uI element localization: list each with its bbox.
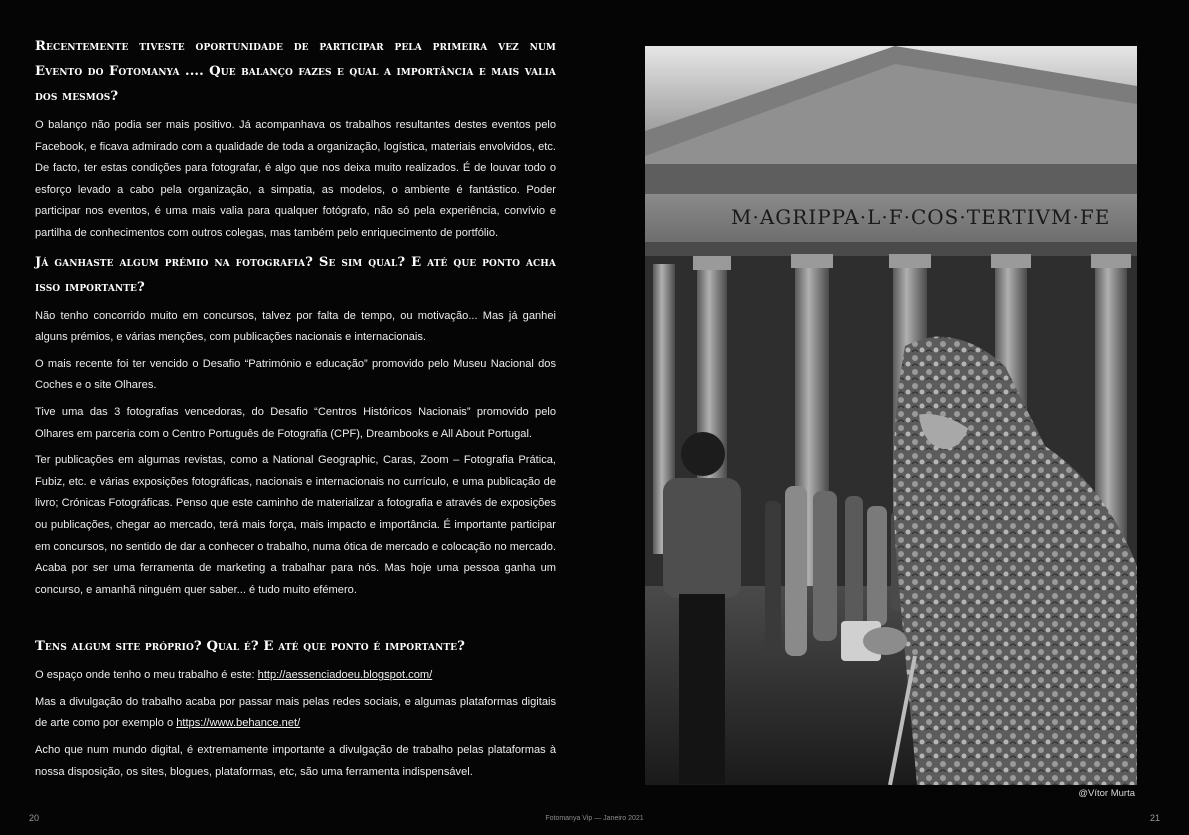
answer-text: Mas a divulgação do trabalho acaba por passar mais pelas redes sociais, e algumas plataformas digitais de arte como por exemplo o — [35, 695, 556, 730]
answer-paragraph: Ter publicações em algumas revistas, como a National Geographic, Caras, Zoom – Fotografia Prática, Fubiz, etc. e várias exposições fotográficas, nacionais e internacionais no currículo, e uma publicação de livro; Crónicas Fotográficas. Penso que este caminho de materializar a fotografia e através de exposições ou publicações, chegar ao mercado, terá mais força, mais impacto e importância. É importante participar em concursos, no sentido de dar a conhecer o trabalho, numa ótica de mercado e colocação no mercado. Acaba por ser uma ferramenta de marketing a trabalhar para nós. Mas hoje uma pessoa ganha um concurso, e amanhã ninguém quer saber... é tudo muito efémero. — [35, 454, 556, 596]
pantheon-photo-illustration — [645, 46, 1137, 785]
answer-paragraph: O mais recente foi ter vencido o Desafio “Património e educação” promovido pelo Museu Nacional dos Coches e o site Olhares. — [35, 357, 556, 392]
latin-inscription: M·AGRIPPA·L·F·COS·TERTIVM·FE — [731, 205, 1111, 229]
answer-paragraph — [35, 665, 556, 687]
answer-paragraph: O balanço não podia ser mais positivo. Já acompanhava os trabalhos resultantes destes eventos pelo Facebook, e ficava admirado com a qualidade de toda a organização, logística, materiais envolvidos, etc. De facto, ter estas condições para fotografar, é algo que nos deixa muito realizados. É de louvar todo o esforço levado a cabo pela organização, a simpatia, as modelos, o ambiente é fantástico. Poder participar nos eventos, é uma mais valia para qualquer fotógrafo, não só pela experiência, convívio e partilha de conhecimentos com outros colegas, mas também pelo enriquecimento de portfólio. — [35, 119, 556, 239]
question-personal-site: Tens algum site próprio? Qual é? E até que ponto é importante? — [35, 639, 465, 655]
answer-text: O espaço onde tenho o meu trabalho é este: — [35, 669, 258, 682]
answer-paragraph: Tive uma das 3 fotografias vencedoras, do Desafio “Centros Históricos Nacionais” promovido pelo Olhares em parceria com o Centro Português de Fotografia (CPF), Dreambooks e All About Portugal. — [35, 405, 556, 440]
question-fotomanya-event: Recentemente tiveste oportunidade de participar pela primeira vez num Evento do Fotomanya .... Que balanço fazes e qual a importância e mais valia dos mesmos? — [35, 39, 556, 104]
page-number-left: 20 — [29, 813, 40, 823]
answer-paragraph: Acho que num mundo digital, é extremamente importante a divulgação de trabalho pelas plataformas à nossa disposição, os sites, blogues, plataformas, etc, são uma ferramenta indispensável. — [35, 744, 556, 778]
photo-credit: @Vítor Murta — [1078, 788, 1135, 799]
article-text-column — [35, 34, 556, 788]
magazine-footer: Fotomanya Vip — Janeiro 2021 — [545, 815, 644, 822]
pantheon-photo — [645, 46, 1137, 785]
answer-paragraph — [35, 692, 556, 735]
answer-paragraph: Não tenho concorrido muito em concursos, talvez por falta de tempo, ou motivação... Mas já ganhei alguns prémios, e várias menções, com publicações nacionais e internacionais. — [35, 309, 556, 344]
behance-link[interactable]: https://www.behance.net/ — [176, 717, 301, 730]
question-photography-award: Já ganhaste algum prémio na fotografia? Se sim qual? E até que ponto acha isso importante? — [35, 254, 556, 295]
blog-link[interactable]: http://aessenciadoeu.blogspot.com/ — [257, 669, 433, 682]
page-number-right: 21 — [1150, 813, 1161, 823]
